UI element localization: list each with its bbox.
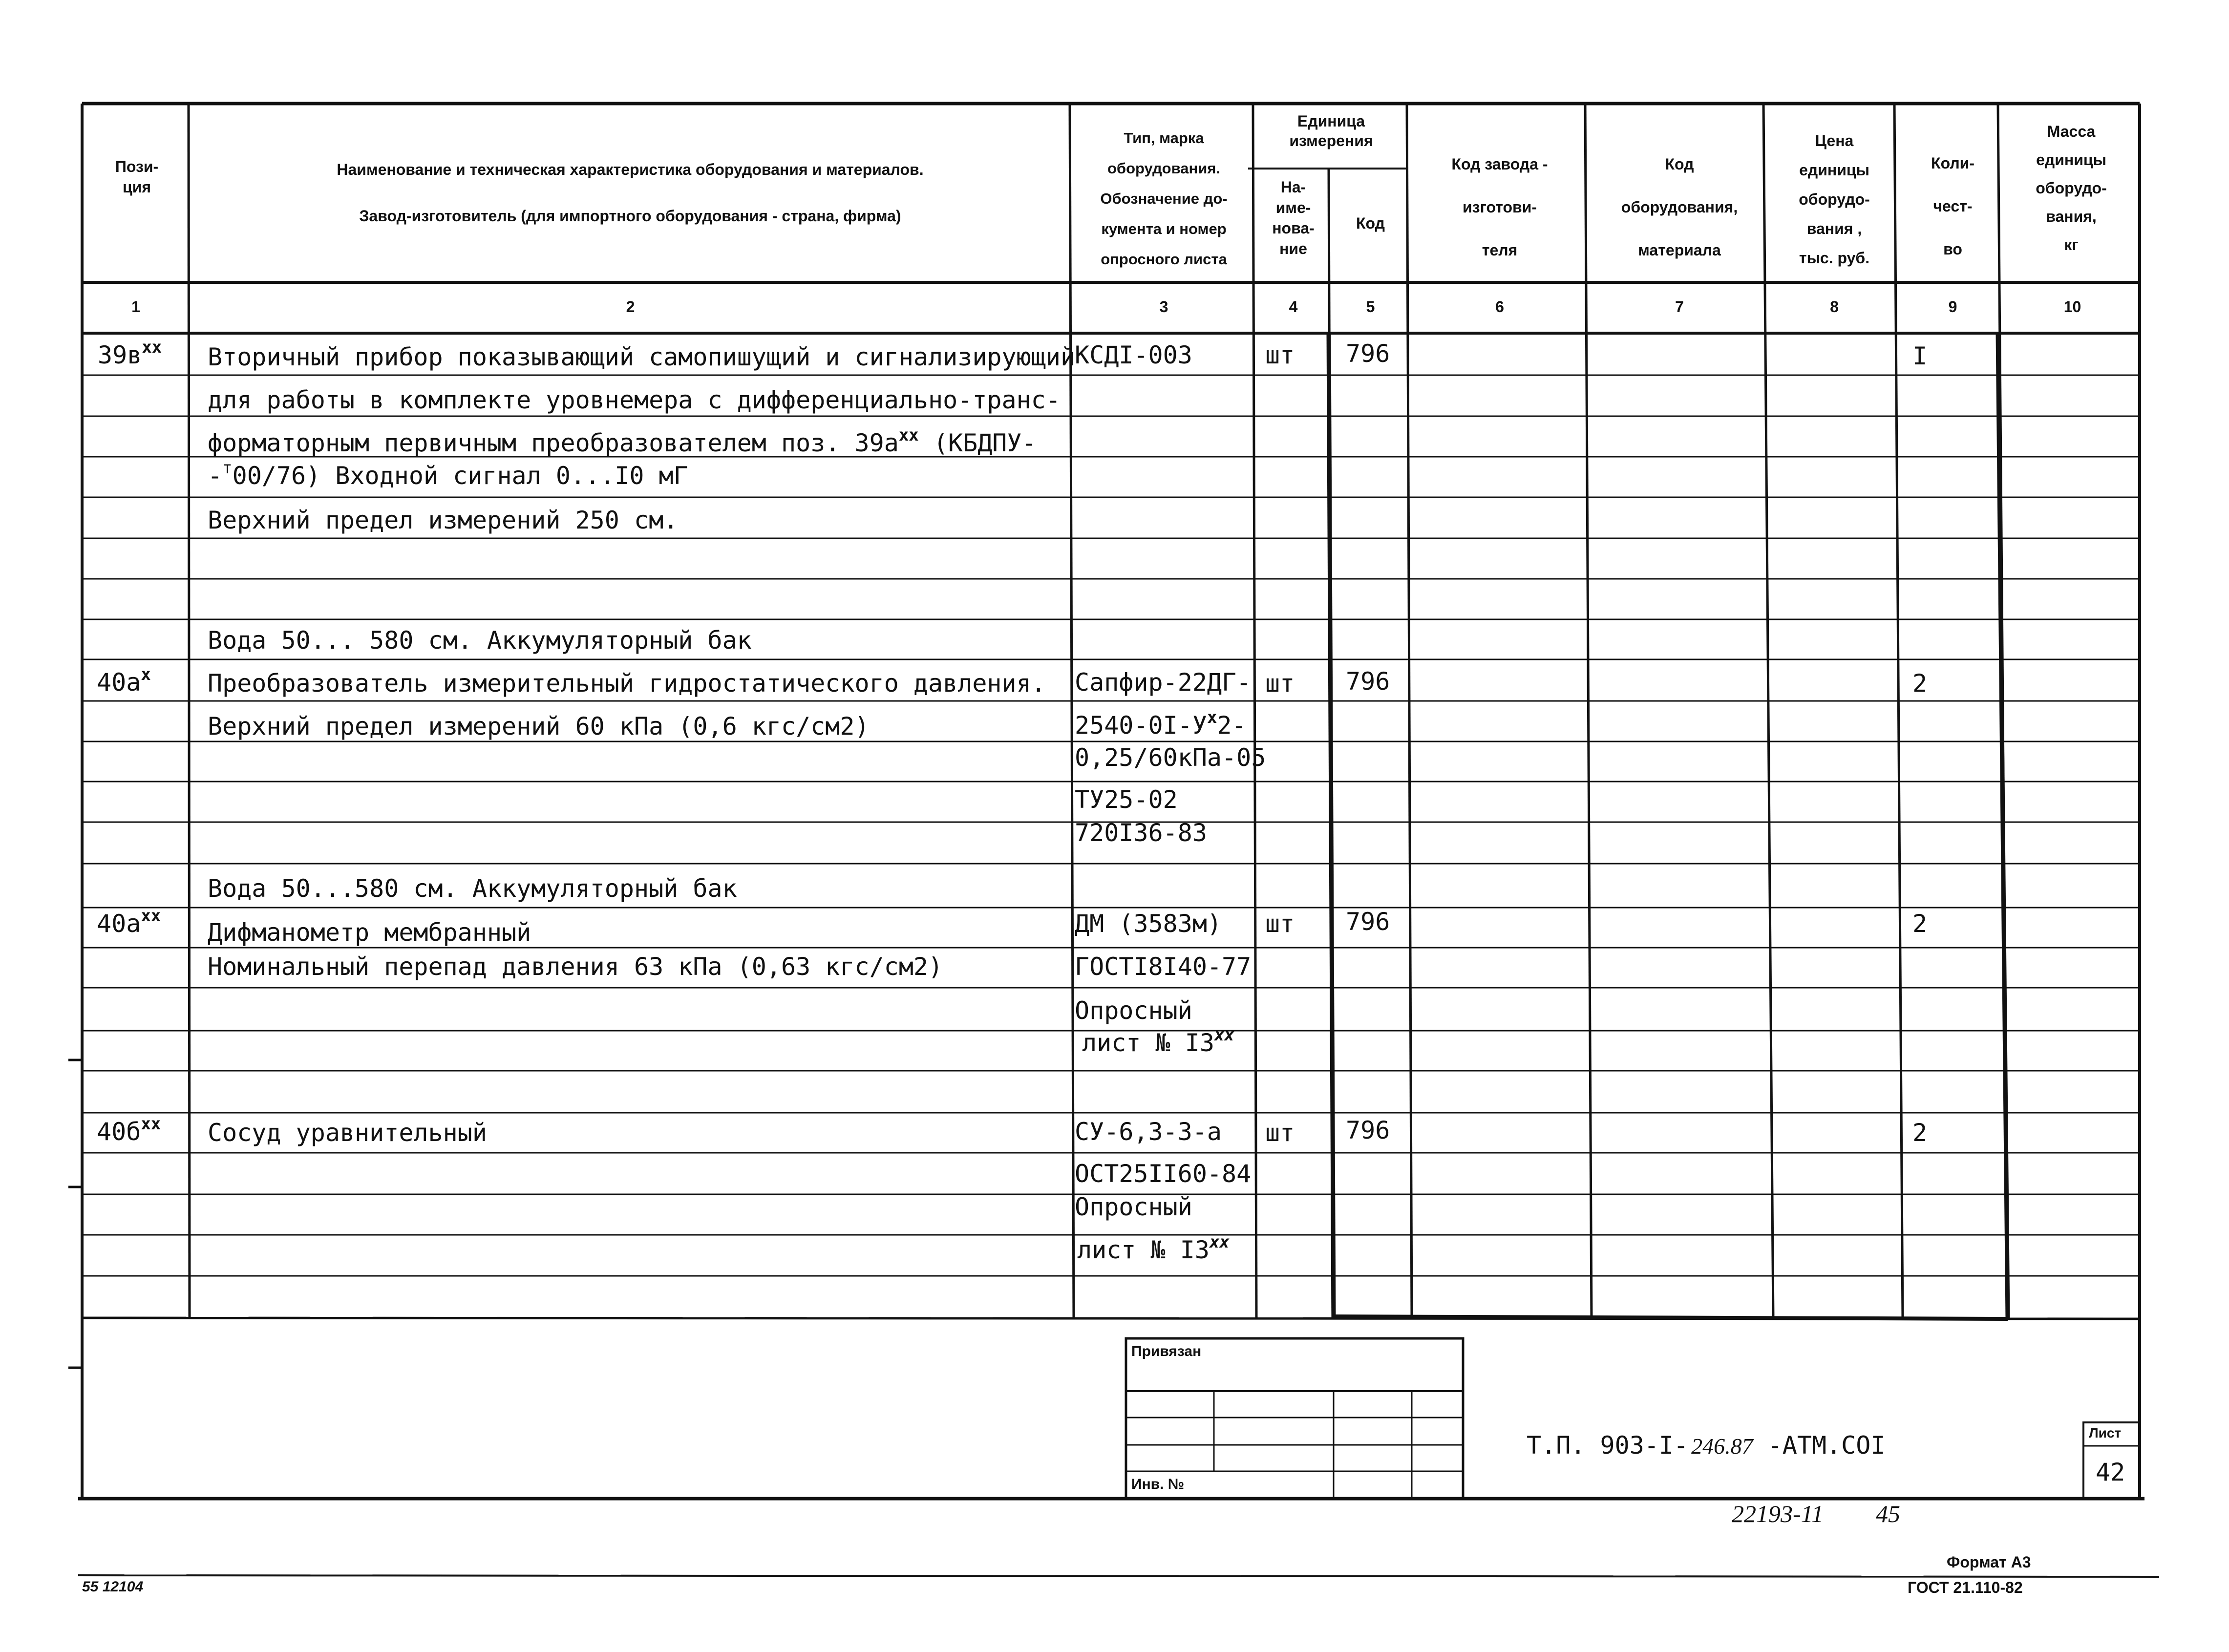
row-39v-name-line4: -$^т$00/76) Входной сигнал 0...I0 мГ [208, 458, 688, 490]
row-39v-name-line5: Верхний предел измерений 250 см. [208, 506, 679, 534]
header-quantity: Коли- чест- во [1931, 154, 1974, 258]
stamp-bound-label: Привязан [1131, 1343, 1202, 1359]
row-40a-xx-unit: шт [1265, 910, 1295, 938]
row-40a-xx-type-line2: ГОСТI8I40-77 [1075, 953, 1252, 981]
column-number-8: 8 [1830, 298, 1839, 316]
column-number-2: 2 [626, 298, 635, 316]
format-label: Формат А3 [1947, 1553, 2031, 1571]
row-40a-x-qty: 2 [1912, 669, 1928, 698]
row-40b-code: 796 [1346, 1116, 1390, 1144]
stamp-inventory-label: Инв. № [1131, 1476, 1185, 1492]
handwritten-page: 45 [1876, 1500, 1900, 1527]
header-name: Наименование и техническая характеристика оборудования и материалов. Завод-изготовитель (для импортного оборудования - страна, фирма) [337, 161, 924, 225]
column-number-5: 5 [1366, 298, 1375, 316]
row-40b-type-line4: лист № $I3^{хх}$ [1077, 1232, 1230, 1264]
left-code: 55 12104 [82, 1579, 144, 1595]
header-type: Тип, марка оборудования. Обозначение до- кумента и номер опросного листа [1100, 129, 1228, 268]
sheet-number: 42 [2096, 1458, 2125, 1486]
row-40a-x-name-line2: Верхний предел измерений 60 кПа (0,6 кгс/см2) [208, 712, 870, 741]
row-40a-x-type-line2: $2540-0I-У^х2-$ [1075, 708, 1247, 740]
row-40b-type-line2: ОСТ25II60-84 [1075, 1160, 1252, 1188]
header-unit-code: Код [1356, 214, 1385, 232]
column-number-1: 1 [131, 298, 140, 316]
document-code: Т.П. 903-I- 246.87 -АТМ.СОI [1527, 1431, 1886, 1460]
column-number-4: 4 [1289, 298, 1298, 316]
row-40a-x-type-line4: ТУ25-02 [1075, 785, 1178, 814]
row-40a-x-position: $40а^х$ [97, 665, 151, 697]
column-number-10: 10 [2063, 298, 2081, 316]
row-40a-x-name: Преобразователь измерительный гидростатического давления. [208, 669, 1046, 698]
row-40b-type-line3: Опросный [1075, 1193, 1192, 1221]
row-39v-qty: I [1912, 342, 1928, 370]
row-40a-xx-type: ДМ (3583м) [1075, 910, 1222, 938]
document-code-handwritten: 246.87 [1691, 1434, 1753, 1459]
row-40a-xx-type-line4: лист № $I3^{хх}$ [1082, 1025, 1234, 1057]
row-40a-x-type-line5: 720I36-83 [1075, 819, 1207, 847]
row-40a-xx-code: 796 [1346, 908, 1390, 936]
row-39v-type: КСДI-003 [1075, 341, 1192, 369]
row-40b-qty: 2 [1912, 1119, 1928, 1147]
gost-label: ГОСТ 21.110-82 [1908, 1579, 2023, 1596]
column-number-3: 3 [1159, 298, 1168, 316]
header-equipment-code: Код оборудования, материала [1621, 155, 1738, 259]
header-unit-name: На- име- нова- ние [1272, 178, 1315, 257]
row-40a-xx-name: Дифманометр мембранный [208, 918, 531, 947]
row-40a-x-name-line7: Вода 50...580 см. Аккумуляторный бак [208, 874, 737, 903]
row-40a-xx-type-line3: Опросный [1075, 996, 1192, 1025]
column-number-6: 6 [1495, 298, 1504, 316]
row-39v-position: $39в^{хх}$ [98, 338, 162, 369]
header-price: Цена единицы оборудо- вания , тыс. руб. [1799, 132, 1870, 267]
row-40a-x-type: Сапфир-22ДГ- [1075, 668, 1252, 697]
row-40a-xx-name-line2: Номинальный перепад давления 63 кПа (0,63 кгс/см2) [208, 953, 943, 981]
handwritten-number: 22193-11 [1732, 1500, 1824, 1527]
row-39v-name-line8: Вода 50... 580 см. Аккумуляторный бак [208, 626, 752, 655]
row-39v-name-line2: для работы в комплекте уровнемера с дифференциально-транс- [208, 386, 1061, 414]
row-39v-unit: шт [1265, 341, 1295, 369]
column-number-9: 9 [1948, 298, 1957, 316]
row-40a-xx-qty: 2 [1912, 910, 1928, 938]
row-39v-code: 796 [1346, 339, 1390, 368]
row-40a-xx-position: $40а^{хх}$ [97, 906, 161, 938]
row-40b-type: СУ-6,3-3-а [1075, 1118, 1222, 1146]
header-unit: Единица измерения [1289, 112, 1373, 149]
row-40b-name: Сосуд уравнительный [208, 1119, 487, 1147]
row-40a-x-type-line3: 0,25/60кПа-05 [1075, 743, 1266, 772]
row-40b-position: $40б^{хх}$ [97, 1114, 161, 1146]
row-40b-unit: шт [1265, 1119, 1295, 1147]
header-factory-code: Код завода - изготови- теля [1451, 155, 1548, 259]
row-40a-x-code: 796 [1346, 667, 1390, 696]
row-40a-x-unit: шт [1265, 669, 1295, 698]
column-number-7: 7 [1675, 298, 1684, 316]
header-position: Пози- ция [115, 158, 159, 196]
header-mass: Масса единицы оборудо- вания, кг [2036, 123, 2107, 254]
sheet-label: Лист [2089, 1425, 2122, 1440]
row-39v-name-line3: форматорным первичным преобразователем поз. $39а^{хх}$ (КБДПУ- [208, 425, 1037, 457]
row-39v-name: Вторичный прибор показывающий самопишущий и сигнализирующий [208, 343, 1076, 371]
